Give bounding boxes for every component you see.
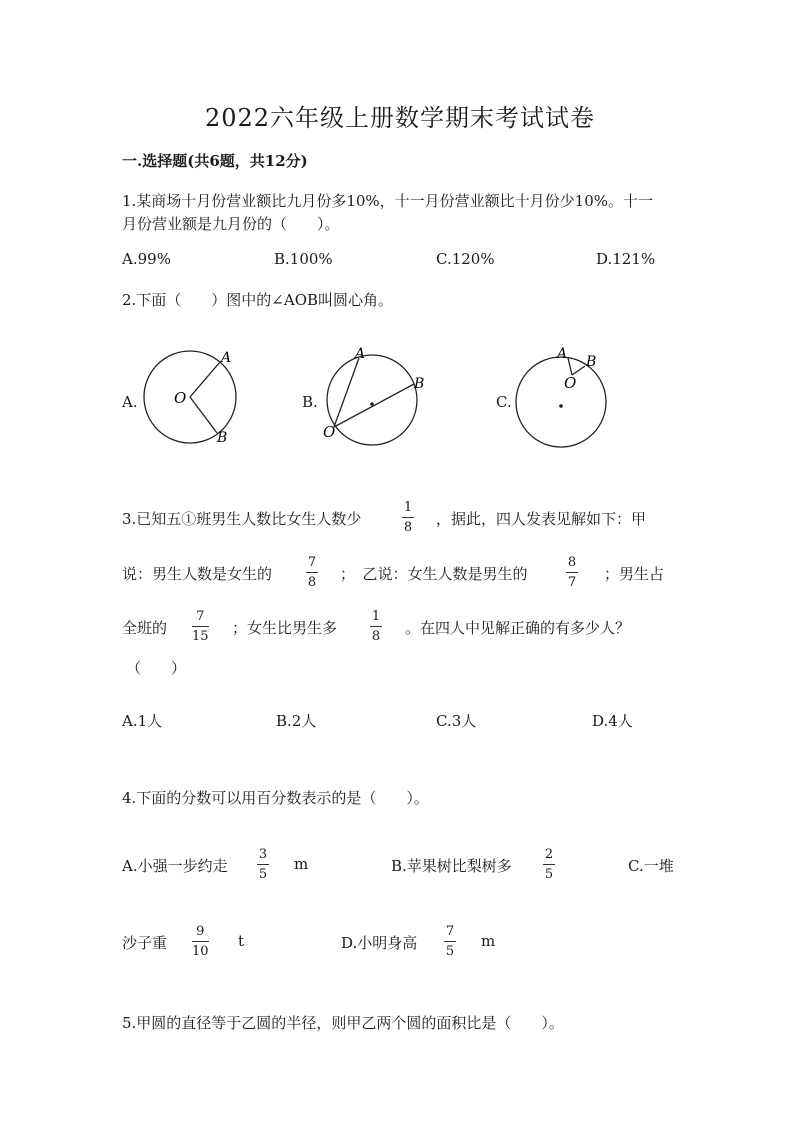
q3-option-a: A.1人 (122, 712, 163, 730)
q1-option-d: D.121% (596, 250, 656, 268)
q1-line2: 月份营业额是九月份的（ ）。 (122, 215, 340, 233)
q3-fraction-2: 7 8 (307, 555, 317, 590)
label-o: O (564, 374, 577, 392)
q3-seg4: ； 乙说：女生人数是男生的 (340, 565, 528, 583)
label-o: O (174, 389, 187, 407)
q3-seg6: 全班的 (122, 619, 168, 637)
label-b: B (217, 430, 228, 446)
q1-option-a: A.99% (122, 250, 171, 268)
circle-figure-b (315, 340, 435, 450)
q1-option-c: C.120% (436, 250, 495, 268)
q4-text: 4.下面的分数可以用百分数表示的是（ ）。 (122, 789, 429, 807)
q3-fraction-1: 1 8 (403, 500, 413, 535)
q3-fraction-5: 1 8 (371, 609, 381, 644)
circle-figure-a (135, 340, 255, 450)
section-heading: 一.选择题(共6题，共12分) (122, 152, 308, 170)
q4-option-b: B.苹果树比梨树多 (391, 857, 512, 875)
q3-seg5: ；男生占 (604, 565, 665, 583)
q3-answer-paren: （ ） (126, 659, 187, 677)
q5-text: 5.甲圆的直径等于乙圆的半径，则甲乙两个圆的面积比是（ ）。 (122, 1014, 564, 1032)
q4-option-c: C.一堆 (628, 857, 674, 875)
label-o: O (323, 423, 336, 441)
q4-option-c-cont: 沙子重 (122, 934, 168, 952)
q4-fraction-a: 3 5 (258, 847, 268, 882)
q3-option-c: C.3人 (436, 712, 477, 730)
q3-option-d: D.4人 (592, 712, 633, 730)
q2-option-a-label: A. (122, 393, 138, 411)
q3-fraction-4: 7 15 (192, 609, 209, 644)
q3-seg2: ，据此，四人发表见解如下：甲 (436, 510, 647, 528)
page-title: 2022六年级上册数学期末考试试卷 (204, 104, 596, 132)
label-b: B (586, 354, 597, 370)
label-b: B (414, 376, 425, 392)
circle-figure-c (510, 340, 620, 450)
q3-seg8: 。在四人中见解正确的有多少人？ (405, 619, 631, 637)
label-a: A (355, 346, 366, 362)
q2-option-c-label: C. (496, 393, 512, 411)
q2-option-b-label: B. (302, 393, 318, 411)
label-a: A (557, 346, 568, 362)
q4-fraction-b: 2 5 (544, 847, 554, 882)
q4-option-d: D.小明身高 (341, 934, 418, 952)
q4-unit-c: t (238, 932, 245, 950)
q3-option-b: B.2人 (276, 712, 317, 730)
q4-fraction-c: 9 10 (192, 924, 209, 959)
q3-seg1: 3.已知五①班男生人数比女生人数少 (122, 510, 362, 528)
q1-line1: 1.某商场十月份营业额比九月份多10%，十一月份营业额比十月份少10%。十一 (122, 192, 653, 210)
q1-option-b: B.100% (274, 250, 333, 268)
q3-fraction-3: 8 7 (567, 555, 577, 590)
q4-option-a: A.小强一步约走 (122, 857, 228, 875)
q2-text: 2.下面（ ）图中的∠AOB叫圆心角。 (122, 291, 394, 309)
q3-seg7: ；女生比男生多 (232, 619, 338, 637)
q3-seg3: 说：男生人数是女生的 (122, 565, 273, 583)
q4-unit-a: m (294, 855, 309, 873)
q4-fraction-d: 7 5 (445, 924, 455, 959)
q4-unit-d: m (481, 932, 496, 950)
label-a: A (221, 350, 232, 366)
